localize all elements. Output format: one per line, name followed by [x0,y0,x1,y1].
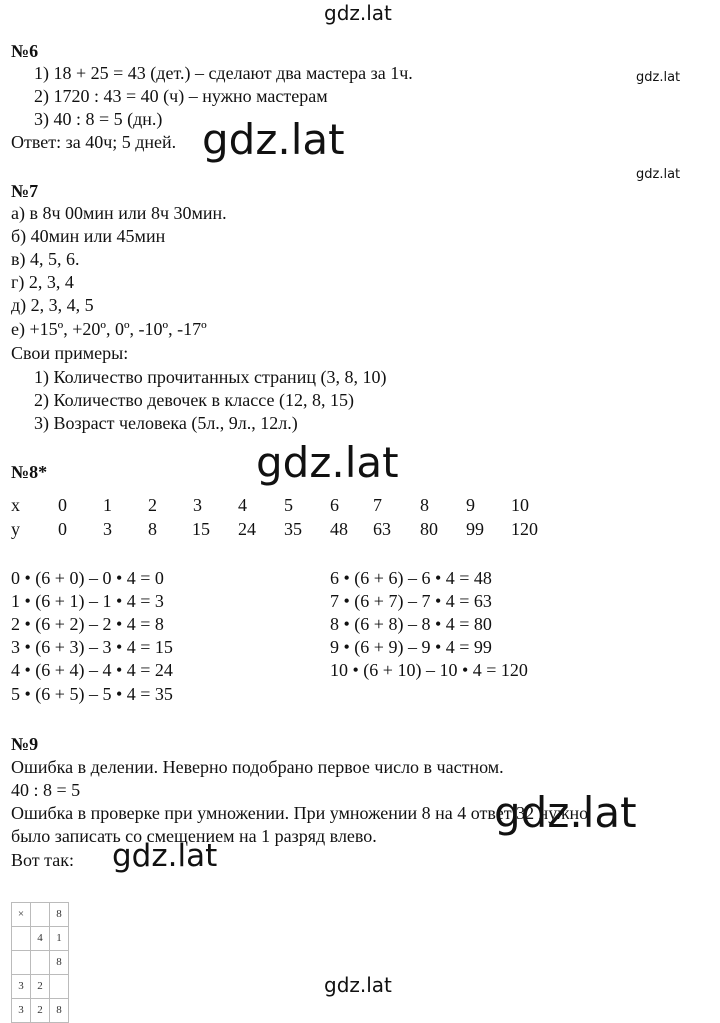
grid-cell: 8 [50,903,69,927]
x-value: 0 [58,495,67,515]
watermark-large: gdz.lat [202,115,345,164]
grid-cell: 3 [12,975,31,999]
task-7-line: б) 40мин или 45мин [11,226,166,246]
watermark-large: gdz.lat [494,788,637,837]
x-value: 6 [330,495,339,515]
equation: 10 • (6 + 10) – 10 • 4 = 120 [330,660,528,680]
task-7-line: а) в 8ч 00мин или 8ч 30мин. [11,203,227,223]
x-value: 3 [193,495,202,515]
equation: 4 • (6 + 4) – 4 • 4 = 24 [11,660,173,680]
task-6-line: 2) 1720 : 43 = 40 (ч) – нужно мастерам [34,86,328,106]
grid-cell [31,903,50,927]
y-value: 0 [58,519,67,539]
y-value: 63 [373,519,391,539]
task-7-line: г) 2, 3, 4 [11,272,74,292]
y-value: 48 [330,519,348,539]
equation: 5 • (6 + 5) – 5 • 4 = 35 [11,684,173,704]
grid-cell [50,975,69,999]
task-6-answer: Ответ: за 40ч; 5 дней. [11,132,177,152]
x-value: 9 [466,495,475,515]
grid-cell: 3 [12,999,31,1023]
x-value: 8 [420,495,429,515]
x-value: 2 [148,495,157,515]
x-value: 7 [373,495,382,515]
task-6-title: №6 [11,41,39,61]
grid-cell: 4 [31,927,50,951]
equation: 0 • (6 + 0) – 0 • 4 = 0 [11,568,164,588]
task-6-line: 3) 40 : 8 = 5 (дн.) [34,109,163,129]
task-7-line: в) 4, 5, 6. [11,249,80,269]
task-7-example: 2) Количество девочек в классе (12, 8, 15) [34,390,354,410]
grid-cell [12,951,31,975]
y-value: 80 [420,519,438,539]
grid-cell: 1 [50,927,69,951]
task-9-line: Ошибка в делении. Неверно подобрано первое число в частном. [11,757,504,777]
task-9-line: Ошибка в проверке при умножении. При умножении 8 на 4 ответ 32 нужно [11,803,589,823]
y-value: 3 [103,519,112,539]
task-9-line: было записать со смещением на 1 разряд влево. [11,826,377,846]
watermark-small-right: gdz.lat [636,167,681,182]
grid-cell: 2 [31,975,50,999]
task-7-example: 1) Количество прочитанных страниц (3, 8, 10) [34,367,387,387]
equation: 6 • (6 + 6) – 6 • 4 = 48 [330,568,492,588]
task-9-line: Вот так: [11,850,74,870]
watermark-small-right: gdz.lat [636,70,681,85]
watermark-large: gdz.lat [256,438,399,487]
y-value: 35 [284,519,302,539]
equation: 1 • (6 + 1) – 1 • 4 = 3 [11,591,164,611]
task-7-line: е) +15º, +20º, 0º, -10º, -17º [11,319,207,339]
y-value: 99 [466,519,484,539]
equation: 8 • (6 + 8) – 8 • 4 = 80 [330,614,492,634]
watermark-top: gdz.lat [324,1,392,25]
x-value: 10 [511,495,529,515]
y-label: y [11,519,20,539]
grid-cell [12,927,31,951]
grid-cell: 8 [50,999,69,1023]
y-value: 24 [238,519,256,539]
task-6-line: 1) 18 + 25 = 43 (дет.) – сделают два мастера за 1ч. [34,63,413,83]
multiplication-grid [11,902,69,1023]
y-value: 15 [192,519,210,539]
task-9-line: 40 : 8 = 5 [11,780,81,800]
equation: 9 • (6 + 9) – 9 • 4 = 99 [330,637,492,657]
grid-cell: 2 [31,999,50,1023]
task-9-title: №9 [11,734,39,754]
x-value: 4 [238,495,247,515]
watermark-bottom: gdz.lat [324,973,392,997]
equation: 3 • (6 + 3) – 3 • 4 = 15 [11,637,173,657]
task-7-line: д) 2, 3, 4, 5 [11,295,94,315]
watermark-medium: gdz.lat [112,838,218,874]
grid-cell: 8 [50,951,69,975]
task-7-example: 3) Возраст человека (5л., 9л., 12л.) [34,413,298,433]
task-8-title: №8* [11,462,48,482]
y-value: 8 [148,519,157,539]
equation: 7 • (6 + 7) – 7 • 4 = 63 [330,591,492,611]
grid-cell [31,951,50,975]
y-value: 120 [511,519,538,539]
x-value: 1 [103,495,112,515]
task-7-title: №7 [11,181,39,201]
x-value: 5 [284,495,293,515]
grid-cell: × [12,903,31,927]
x-label: x [11,495,20,515]
task-7-examples-heading: Свои примеры: [11,343,129,363]
equation: 2 • (6 + 2) – 2 • 4 = 8 [11,614,164,634]
